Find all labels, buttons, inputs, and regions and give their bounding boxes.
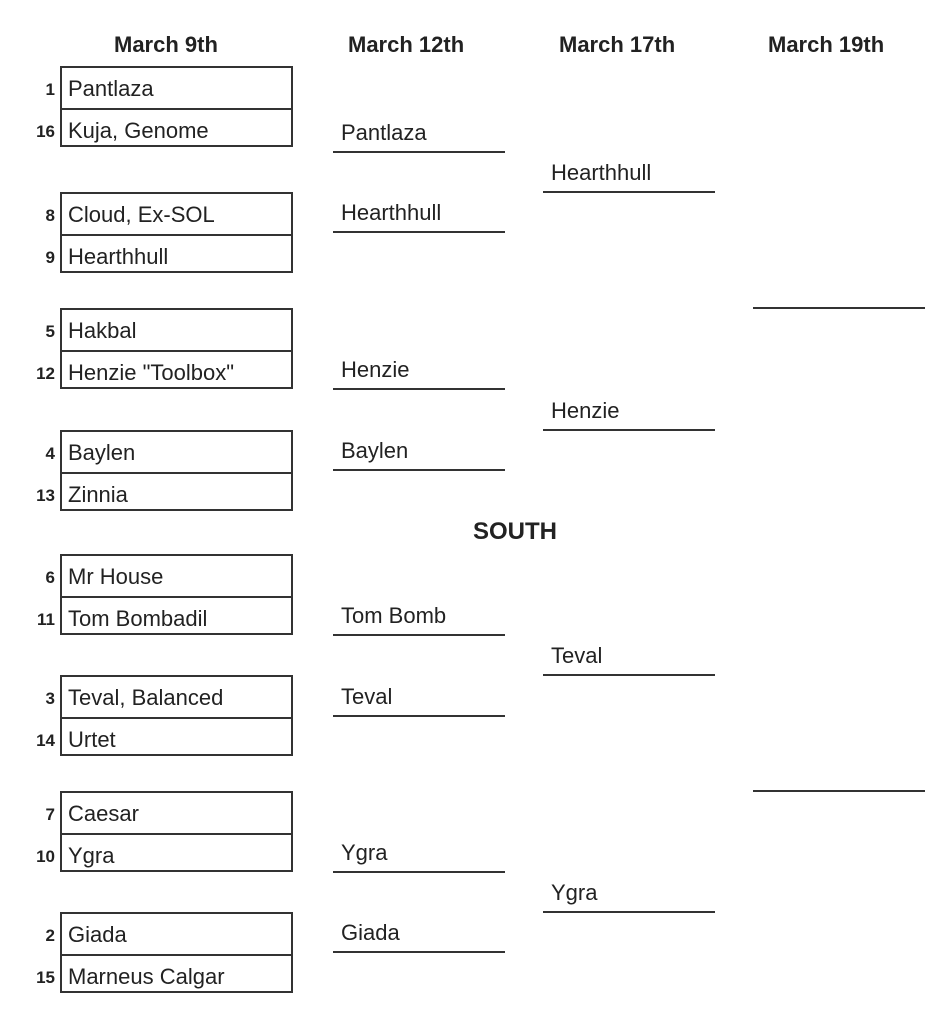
seed: 7 — [45, 805, 55, 824]
round3-winner: Henzie — [551, 398, 620, 423]
round3-slot-line — [543, 674, 715, 676]
round2-winner: Hearthhull — [341, 200, 442, 225]
round3-winner: Ygra — [551, 880, 598, 905]
round3-winner: Teval — [551, 643, 603, 668]
round2-winner: Pantlaza — [341, 120, 427, 145]
seed: 14 — [36, 731, 55, 750]
round3-slot-line — [543, 191, 715, 193]
team-name: Mr House — [68, 564, 164, 589]
seed: 1 — [45, 80, 55, 99]
seed: 11 — [37, 610, 55, 629]
team-name: Hakbal — [68, 318, 137, 343]
team-name: Zinnia — [68, 482, 128, 507]
seed: 9 — [45, 248, 55, 267]
seed: 16 — [36, 122, 55, 141]
team-name: Kuja, Genome — [68, 118, 209, 143]
round2-slot-line — [333, 388, 505, 390]
round4-slot-line — [753, 790, 925, 792]
header-march-9: March 9th — [114, 32, 218, 57]
round2-slot-line — [333, 715, 505, 717]
team-name: Tom Bombadil — [68, 606, 208, 631]
team-name: Pantlaza — [68, 76, 154, 101]
matchup-box — [36, 430, 293, 511]
team-name: Caesar — [68, 801, 139, 826]
seed: 13 — [36, 486, 55, 505]
round3-slot-line — [543, 911, 715, 913]
seed: 5 — [45, 322, 55, 341]
round2-winner: Teval — [341, 684, 393, 709]
round3-winner: Hearthhull — [551, 160, 652, 185]
header-march-12: March 12th — [348, 32, 465, 57]
round3-slot-line — [543, 429, 715, 431]
matchup-box — [36, 912, 293, 993]
round4-slot-line — [753, 307, 925, 309]
seed: 4 — [45, 444, 55, 463]
team-name: Baylen — [68, 440, 136, 465]
seed: 15 — [36, 968, 55, 987]
seed: 12 — [36, 364, 55, 383]
seed: 6 — [45, 568, 55, 587]
round2-slot-line — [333, 634, 505, 636]
header-march-19: March 19th — [768, 32, 885, 57]
team-name: Urtet — [68, 727, 116, 752]
round2-winner: Ygra — [341, 840, 388, 865]
team-name: Ygra — [68, 843, 115, 868]
round2-slot-line — [333, 871, 505, 873]
team-name: Giada — [68, 922, 127, 947]
round2-slot-line — [333, 231, 505, 233]
matchup-box — [36, 791, 293, 872]
seed: 10 — [36, 847, 55, 866]
region-label: SOUTH — [473, 518, 557, 545]
round2-slot-line — [333, 469, 505, 471]
matchup-box — [37, 554, 293, 635]
seed: 2 — [45, 926, 55, 945]
round2-winner: Tom Bomb — [341, 603, 447, 628]
round2-winner: Baylen — [341, 438, 409, 463]
seed: 3 — [45, 689, 55, 708]
matchup-box — [36, 308, 293, 389]
team-name: Teval, Balanced — [68, 685, 224, 710]
team-name: Henzie "Toolbox" — [68, 360, 235, 385]
round2-slot-line — [333, 151, 505, 153]
team-name: Marneus Calgar — [68, 964, 225, 989]
team-name: Hearthhull — [68, 244, 169, 269]
round2-winner: Henzie — [341, 357, 410, 382]
seed: 8 — [45, 206, 55, 225]
matchup-box — [36, 675, 293, 756]
team-name: Cloud, Ex-SOL — [68, 202, 215, 227]
round2-slot-line — [333, 951, 505, 953]
round2-winner: Giada — [341, 920, 400, 945]
header-march-17: March 17th — [559, 32, 676, 57]
matchup-box — [36, 66, 293, 147]
matchup-box — [45, 192, 293, 273]
